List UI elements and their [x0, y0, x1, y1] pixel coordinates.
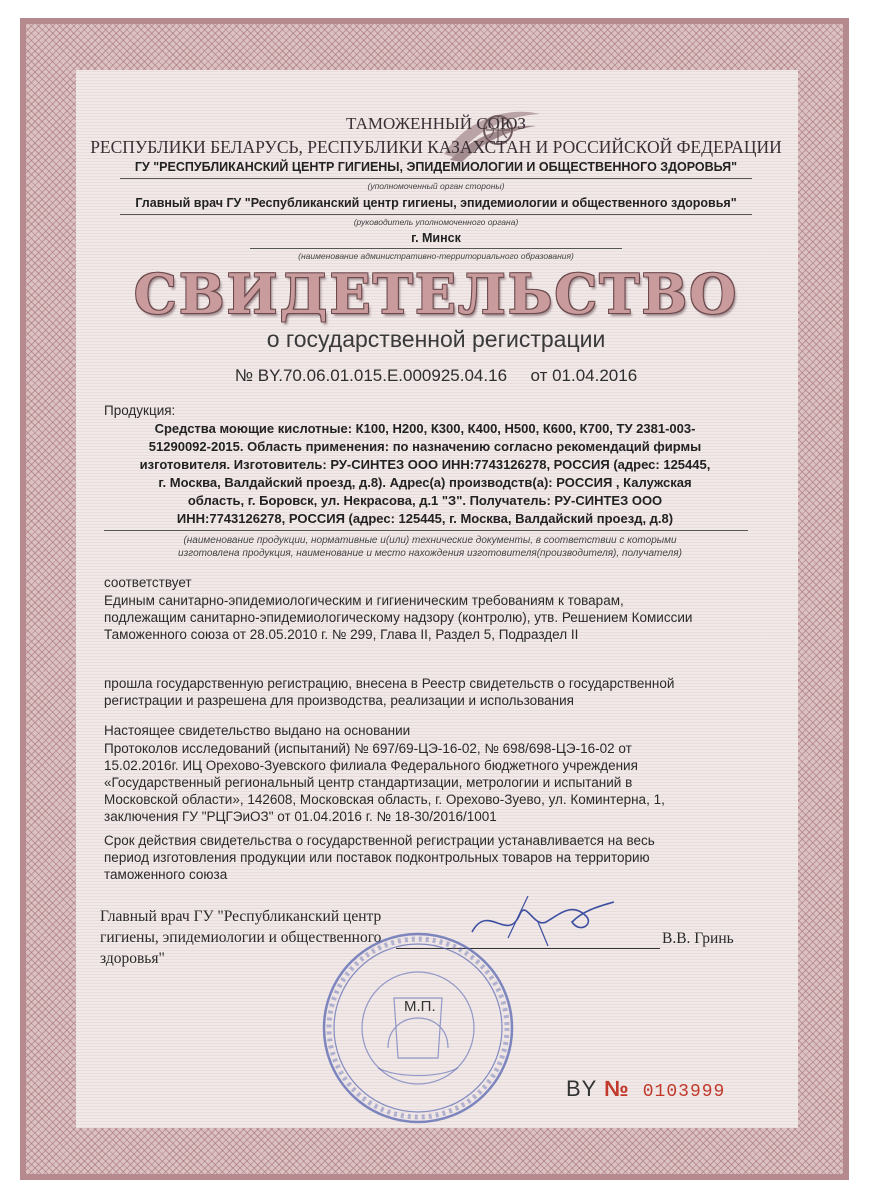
- registry-text: [104, 675, 764, 709]
- product-line: область, г. Боровск, ул. Некрасова, д.1 "З". Получатель: РУ-СИНТЕЗ ООО: [187, 493, 663, 508]
- registration-number: № BY.70.06.01.015.E.000925.04.16: [234, 366, 508, 385]
- head-rule: [120, 214, 752, 215]
- customs-union-title: ТАМОЖЕННЫЙ СОЮЗ: [346, 114, 526, 133]
- basis-line: 15.02.2016г. ИЦ Орехово-Зуевского филиала Федерального бюджетного учреждения: [104, 758, 638, 773]
- conformity-line: Единым санитарно-эпидемиологическим и гигиеническим требованиям к товарам,: [104, 593, 624, 608]
- signer-position-line: Главный врач ГУ "Республиканский центр: [100, 908, 382, 925]
- product-note: [120, 534, 740, 560]
- product-line: Средства моющие кислотные: К100, Н200, К300, К400, Н500, К600, К700, ТУ 2381-003-: [154, 421, 696, 436]
- official-stamp: [318, 928, 518, 1128]
- serial-no-sign: №: [604, 1076, 630, 1101]
- validity-line: Срок действия свидетельства о государственной регистрации устанавливается на весь: [104, 833, 655, 848]
- serial-prefix: BY: [566, 1076, 597, 1101]
- basis-label: Настоящее свидетельство выдано на основании: [104, 723, 411, 738]
- registry-line: прошла государственную регистрацию, внесена в Реестр свидетельств о государственной: [104, 676, 675, 691]
- city-name: г. Минск: [411, 231, 461, 245]
- basis-line: «Государственный региональный центр стандартизации, метрологии и испытаний в: [104, 775, 633, 790]
- authority-rule: [120, 178, 752, 179]
- conformity-label: соответствует: [104, 575, 192, 590]
- basis-line: заключения ГУ "РЦГЭиОЗ" от 01.04.2016 г. № 18-30/2016/1001: [104, 809, 497, 824]
- document-subtitle: о государственной регистрации: [266, 326, 606, 352]
- registration-line: [0, 366, 872, 386]
- product-line: г. Москва, Валдайский проезд, д.8). Адрес(а) производств(а): РОССИЯ , Калужская: [158, 475, 692, 490]
- signer-name: В.В. Гринь: [662, 930, 734, 947]
- product-line: 51290092-2015. Область применения: по назначению согласно рекомендаций фирмы: [148, 439, 702, 454]
- signer-position-line: здоровья": [100, 950, 165, 967]
- city-rule: [250, 248, 622, 249]
- stamp-place-mark: М.П.: [404, 998, 436, 1015]
- validity-line: таможенного союза: [104, 867, 228, 882]
- document-title: СВИДЕТЕЛЬСТВО: [133, 262, 739, 326]
- product-rule: [104, 530, 748, 531]
- conformity-text: [104, 592, 754, 643]
- validity-text: [104, 832, 764, 883]
- product-note-line: изготовлена продукция, наименование и место нахождения изготовителя(производителя), получателя): [178, 548, 682, 559]
- authority-name: ГУ "РЕСПУБЛИКАНСКИЙ ЦЕНТР ГИГИЕНЫ, ЭПИДЕМИОЛОГИИ И ОБЩЕСТВЕННОГО ЗДОРОВЬЯ": [134, 160, 738, 174]
- basis-line: Московской области», 142608, Московская область, г. Орехово-Зуево, ул. Коминтерна, 1,: [104, 792, 665, 807]
- product-label: Продукция:: [104, 403, 176, 418]
- authority-note: (уполномоченный орган стороны): [367, 181, 505, 191]
- product-line: ИНН:7743126278, РОССИЯ (адрес: 125445, г. Москва, Валдайский проезд, д.8): [176, 511, 674, 526]
- product-description: [120, 420, 730, 528]
- signer-position-line: гигиены, эпидемиологии и общественного: [100, 929, 382, 946]
- serial-number: [566, 1076, 725, 1102]
- head-of-authority: Главный врач ГУ "Республиканский центр гигиены, эпидемиологии и общественного здоровья": [135, 196, 737, 210]
- validity-line: период изготовления продукции или поставок подконтрольных товаров на территорию: [104, 850, 650, 865]
- conformity-line: подлежащим санитарно-эпидемиологическому надзору (контролю), утв. Решением Комиссии: [104, 610, 693, 625]
- product-line: изготовителя. Изготовитель: РУ-СИНТЕЗ ООО ИНН:7743126278, РОССИЯ (адрес: 125445,: [139, 457, 711, 472]
- head-note: (руководитель уполномоченного органа): [353, 217, 519, 227]
- basis-line: Протоколов исследований (испытаний) № 697/69-ЦЭ-16-02, № 698/698-ЦЭ-16-02 от: [104, 741, 632, 756]
- city-note: (наименование административно-территориального образования): [298, 251, 574, 261]
- serial-value: 0103999: [642, 1082, 726, 1102]
- stamp-seal-icon: [318, 928, 518, 1128]
- registration-date: от 01.04.2016: [530, 366, 638, 385]
- product-note-line: (наименование продукции, нормативные и(или) технические документы, в соответствии с которыми: [183, 535, 677, 546]
- registry-line: регистрации и разрешена для производства, реализации и использования: [104, 693, 574, 708]
- basis-text: [104, 740, 764, 825]
- member-states-line: РЕСПУБЛИКИ БЕЛАРУСЬ, РЕСПУБЛИКИ КАЗАХСТАН И РОССИЙСКОЙ ФЕДЕРАЦИИ: [90, 137, 782, 157]
- conformity-line: Таможенного союза от 28.05.2010 г. № 299, Глава II, Раздел 5, Подраздел II: [104, 627, 579, 642]
